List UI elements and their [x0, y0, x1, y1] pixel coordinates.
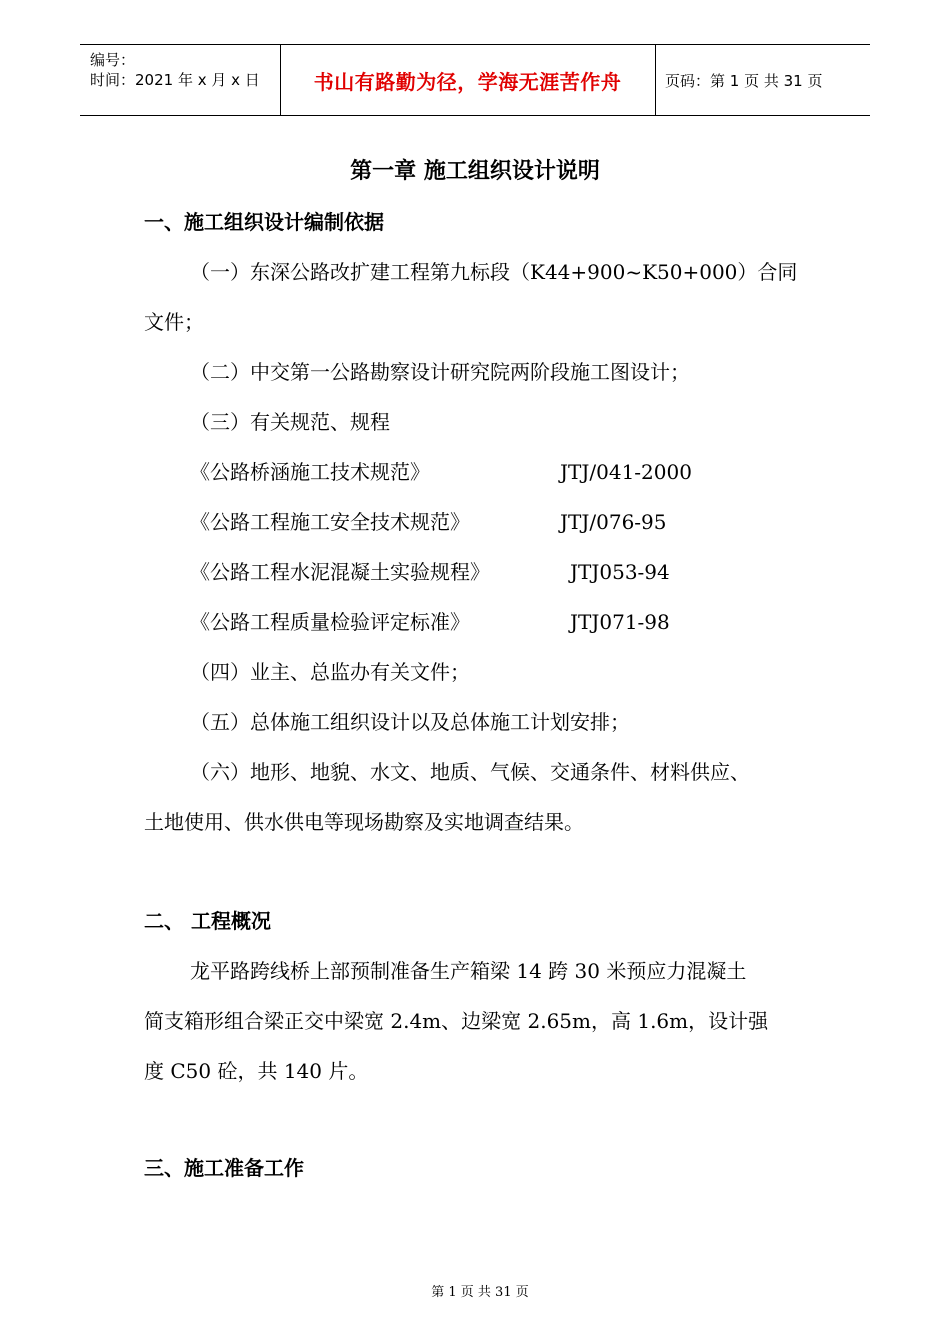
section1-item4: （四）业主、总监办有关文件； — [190, 660, 470, 684]
section1-item2: （二）中交第一公路勘察设计研究院两阶段施工图设计； — [190, 360, 690, 384]
standard-code: JTJ071-98 — [570, 610, 670, 634]
document-header — [80, 44, 870, 116]
section2-para-line3: 度 C50 砼，共 140 片。 — [144, 1059, 369, 1083]
document-time-label: 时间：2021 年 x 月 x 日 — [90, 71, 260, 89]
footer-page-number: 第 1 页 共 31 页 — [431, 1285, 529, 1300]
standard-name: 《公路工程施工安全技术规范》 — [190, 510, 470, 534]
header-meta-cell — [80, 45, 281, 115]
standard-code: JTJ053-94 — [570, 560, 670, 584]
section2-heading: 二、 工程概况 — [144, 909, 271, 933]
section2-para-line1: 龙平路跨线桥上部预制准备生产箱梁 14 跨 30 米预应力混凝土 — [190, 959, 747, 983]
page-footer — [0, 1281, 950, 1300]
header-motto: 书山有路勤为径，学海无涯苦作舟 — [313, 69, 622, 94]
standard-name: 《公路工程水泥混凝土实验规程》 — [190, 560, 490, 584]
standard-code: JTJ/041-2000 — [560, 460, 692, 484]
header-page-info: 页码：第 1 页 共 31 页 — [665, 71, 823, 90]
header-page-cell — [655, 45, 870, 115]
header-motto-cell — [280, 45, 656, 115]
standard-name: 《公路桥涵施工技术规范》 — [190, 460, 430, 484]
standard-code: JTJ/076-95 — [560, 510, 667, 534]
section2-para-line2: 简支箱形组合梁正交中梁宽 2.4m、边梁宽 2.65m，高 1.6m，设计强 — [144, 1009, 769, 1033]
section1-item1-line2: 文件； — [144, 310, 204, 334]
section1-item5: （五）总体施工组织设计以及总体施工计划安排； — [190, 710, 630, 734]
document-number-label: 编号： — [90, 51, 136, 69]
section1-item3: （三）有关规范、规程 — [190, 410, 390, 434]
section1-item6-line1: （六）地形、地貌、水文、地质、气候、交通条件、材料供应、 — [190, 760, 750, 784]
chapter-title: 第一章 施工组织设计说明 — [350, 159, 600, 184]
standard-name: 《公路工程质量检验评定标准》 — [190, 610, 470, 634]
section1-item1-line1: （一）东深公路改扩建工程第九标段（K44+900~K50+000）合同 — [190, 260, 798, 284]
section1-heading: 一、施工组织设计编制依据 — [144, 210, 384, 234]
section1-item6-line2: 土地使用、供水供电等现场勘察及实地调查结果。 — [144, 810, 584, 834]
section3-heading: 三、施工准备工作 — [144, 1156, 304, 1180]
